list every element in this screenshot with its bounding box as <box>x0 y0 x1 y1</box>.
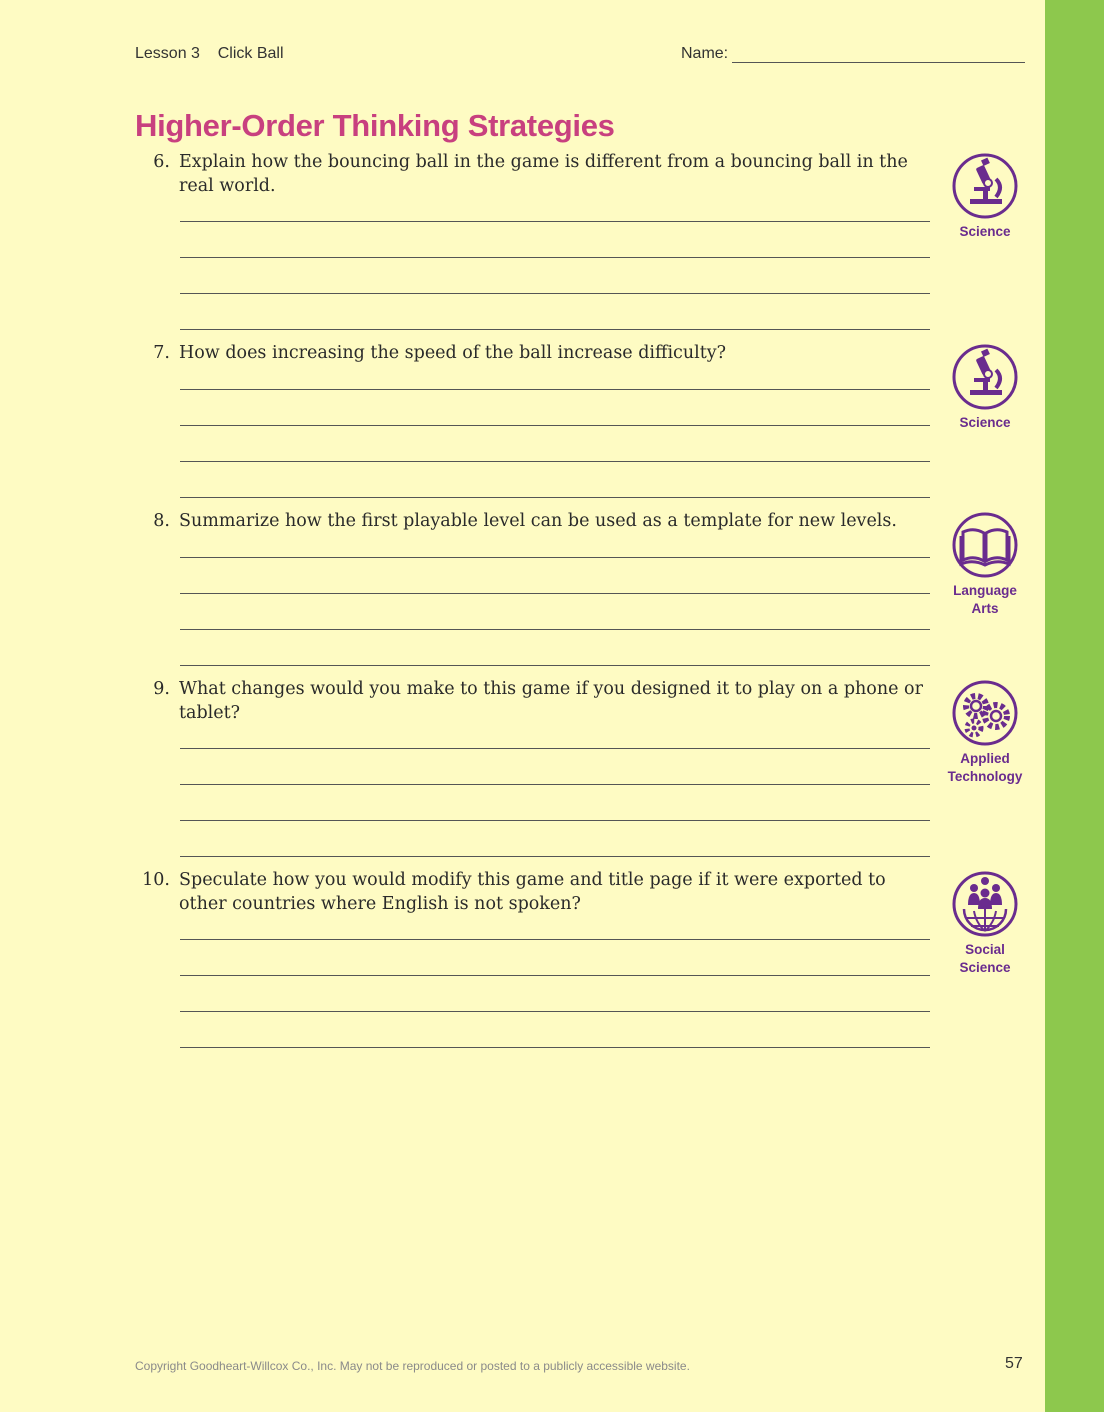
science-badge <box>940 344 1030 432</box>
name-field[interactable] <box>681 45 1025 63</box>
answer-line[interactable] <box>180 293 930 294</box>
answer-line[interactable] <box>180 975 930 976</box>
name-blank-line[interactable] <box>732 46 1025 63</box>
answer-line[interactable] <box>180 939 930 940</box>
microscope-icon <box>952 153 1018 219</box>
answer-line[interactable] <box>180 820 930 821</box>
question-text: Explain how the bouncing ball in the game is different from a bouncing ball in the real world. <box>179 152 908 196</box>
answer-line[interactable] <box>180 856 930 857</box>
question-number: 7. <box>153 343 170 363</box>
language-arts-badge <box>940 512 1030 618</box>
question-number: 6. <box>153 152 170 172</box>
answer-line[interactable] <box>180 784 930 785</box>
question-number: 9. <box>153 679 170 699</box>
lesson-header: Lesson 3 Click Ball <box>135 45 284 62</box>
answer-line[interactable] <box>180 497 930 498</box>
answer-line[interactable] <box>180 665 930 666</box>
answer-line[interactable] <box>180 629 930 630</box>
question-text: Speculate how you would modify this game and title page if it were exported to other countries where English is not spoken? <box>179 870 886 914</box>
question-text: How does increasing the speed of the ball increase difficulty? <box>179 343 727 363</box>
question-number: 8. <box>153 511 170 531</box>
page-edge-strip <box>1045 0 1104 1412</box>
answer-line[interactable] <box>180 257 930 258</box>
applied-technology-badge <box>940 680 1030 786</box>
name-label: Name: <box>681 45 729 62</box>
question-text: Summarize how the first playable level can be used as a template for new levels. <box>179 511 897 531</box>
badge-label: Science <box>959 415 1011 430</box>
social-science-badge <box>940 871 1030 977</box>
answer-line[interactable] <box>180 389 930 390</box>
question-6 <box>140 150 930 198</box>
science-badge <box>940 153 1030 241</box>
answer-line[interactable] <box>180 557 930 558</box>
answer-line[interactable] <box>180 748 930 749</box>
microscope-icon <box>952 344 1018 410</box>
answer-line[interactable] <box>180 1011 930 1012</box>
answer-line[interactable] <box>180 593 930 594</box>
question-text: What changes would you make to this game if you designed it to play on a phone or tablet? <box>179 679 923 723</box>
answer-line[interactable] <box>180 425 930 426</box>
answer-line[interactable] <box>180 221 930 222</box>
question-10 <box>140 868 930 916</box>
answer-line[interactable] <box>180 1047 930 1048</box>
page-number: 57 <box>1005 1355 1023 1372</box>
badge-label: Science <box>959 224 1011 239</box>
question-number: 10. <box>142 870 170 890</box>
people-globe-icon <box>952 871 1018 937</box>
badge-label: Applied Technology <box>947 751 1023 784</box>
copyright-notice: Copyright Goodheart-Willcox Co., Inc. May not be reproduced or posted to a publicly accessible website. <box>135 1359 690 1373</box>
question-8 <box>140 509 930 533</box>
badge-label: Language Arts <box>953 583 1017 616</box>
gears-icon <box>952 680 1018 746</box>
answer-line[interactable] <box>180 329 930 330</box>
badge-label: Social Science <box>959 942 1011 975</box>
answer-line[interactable] <box>180 461 930 462</box>
page-title: Higher-Order Thinking Strategies <box>135 108 615 143</box>
question-9 <box>140 677 930 725</box>
question-7 <box>140 341 930 365</box>
open-book-icon <box>952 512 1018 578</box>
